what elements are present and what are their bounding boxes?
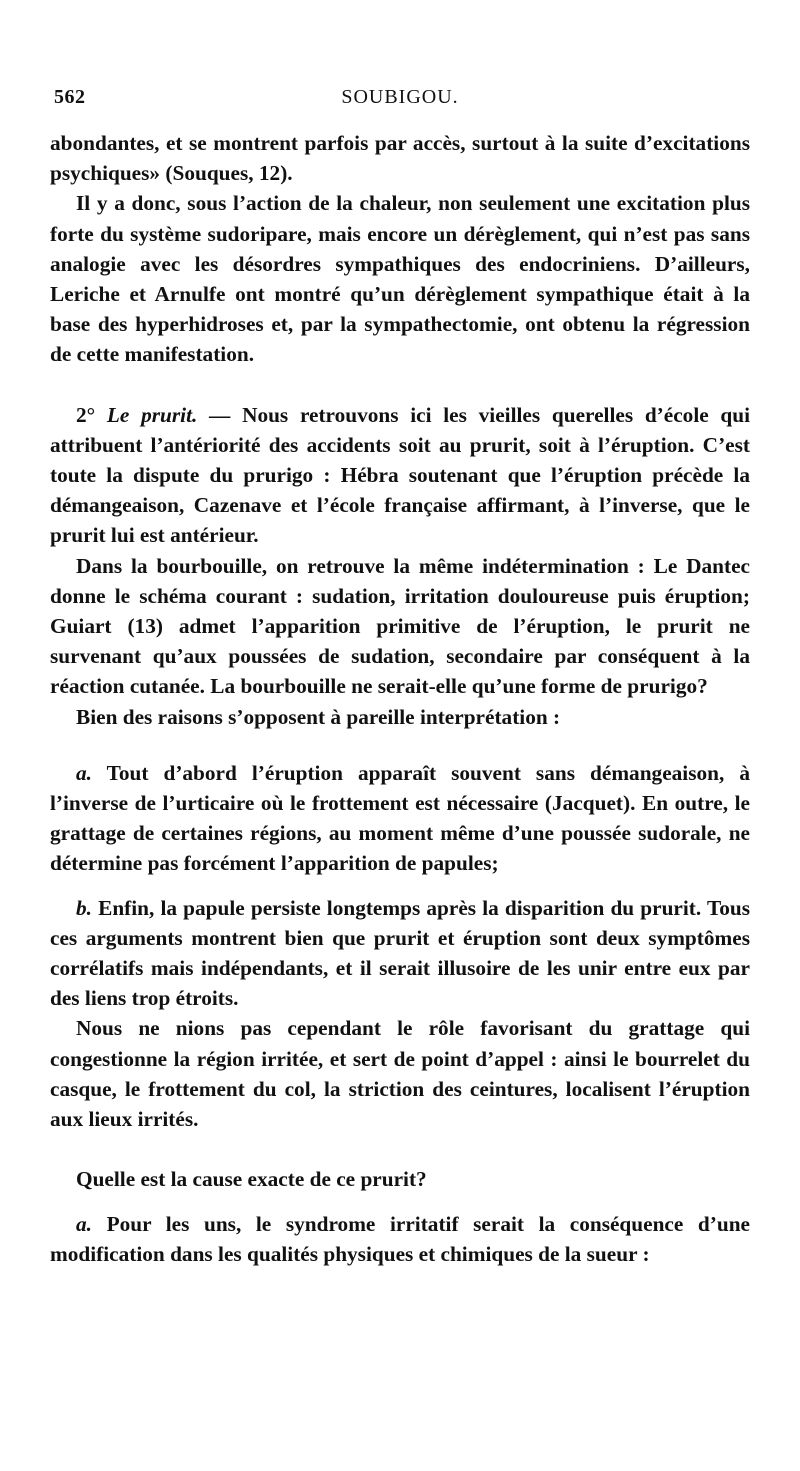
paragraph-text: Enfin, la papule persiste longtemps après la disparition du prurit. Tous ces arguments montrent bien que prurit et éruption sont deux symptômes corrélatifs mais indépendants, et il serait illusoire de les unir entre eux par des liens trop étroits. — [50, 895, 750, 1011]
paragraph-text: Bien des raisons s’opposent à pareille interprétation : — [76, 704, 561, 729]
list-marker: b. — [76, 895, 92, 920]
section-number: 2° — [76, 402, 96, 427]
paragraph-text: — Nous retrouvons ici les vieilles querelles d’école qui attribuent l’antériorité des accidents soit au prurit, soit à l’éruption. C’est toute la dispute du prurigo : Hébra soutenant que l’éruption précède la démangeaison, Cazenave et l’école française affirmant, à l’inverse, que le prurit lui est antérieur. — [50, 402, 751, 548]
paragraph-continuation — [50, 128, 750, 188]
paragraph-excitation — [50, 188, 750, 369]
list-marker: a. — [76, 1211, 92, 1236]
paragraph-text: Il y a donc, sous l’action de la chaleur, non seulement une excitation plus forte du système sudoripare, mais encore un dérèglement, qui n’est pas sans analogie avec les désordres sympathiques des endocriniens. D’ailleurs, Leriche et Arnulfe ont montré qu’un dérèglement sympathique était à la base des hyperhidroses et, par la sympathectomie, ont obtenu la régression de cette manifestation. — [50, 191, 750, 367]
paragraph-cause-a — [50, 1209, 750, 1269]
paragraph-grattage — [50, 1013, 750, 1134]
paragraph-text: abondantes, et se montrent parfois par accès, surtout à la suite d’excitations psychiques» (Souques, 12). — [50, 131, 750, 186]
paragraph-raisons — [50, 702, 750, 732]
paragraph-point-b — [50, 893, 750, 1014]
page-header — [54, 86, 746, 116]
paragraph-point-a — [50, 758, 750, 879]
paragraph-bourbouille — [50, 551, 750, 702]
paragraph-prurit — [50, 400, 750, 551]
paragraph-text: Pour les uns, le syndrome irritatif serait la conséquence d’une modification dans les qualités physiques et chimiques de la sueur : — [50, 1211, 750, 1266]
paragraph-text: Nous ne nions pas cependant le rôle favorisant du grattage qui congestionne la région irritée, et sert de point d’appel : ainsi le bourrelet du casque, le frottement du col, la striction des ceintures, localisent l’éruption aux lieux irrités. — [50, 1016, 750, 1132]
paragraph-text: Dans la bourbouille, on retrouve la même indétermination : Le Dantec donne le schéma courant : sudation, irritation douloureuse puis éruption; Guiart (13) admet l’apparition primitive de l’éruption, le prurit ne survenant qu’aux poussées de sudation, secondaire par conséquent à la réaction cutanée. La bourbouille ne serait-elle qu’une forme de prurigo? — [50, 553, 750, 699]
running-head: SOUBIGOU. — [341, 86, 459, 108]
paragraph-question — [50, 1164, 750, 1194]
section-title: Le prurit. — [106, 402, 198, 427]
paragraph-text: Quelle est la cause exacte de ce prurit? — [76, 1167, 427, 1192]
list-marker: a. — [76, 760, 92, 785]
paragraph-text: Tout d’abord l’éruption apparaît souvent sans démangeaison, à l’inverse de l’urticaire où le frottement est nécessaire (Jacquet). En outre, le grattage de certaines régions, au moment même d’une poussée sudorale, ne détermine pas forcément l’apparition de papules; — [50, 760, 750, 876]
page-body — [50, 128, 750, 1269]
page-number: 562 — [54, 86, 86, 108]
